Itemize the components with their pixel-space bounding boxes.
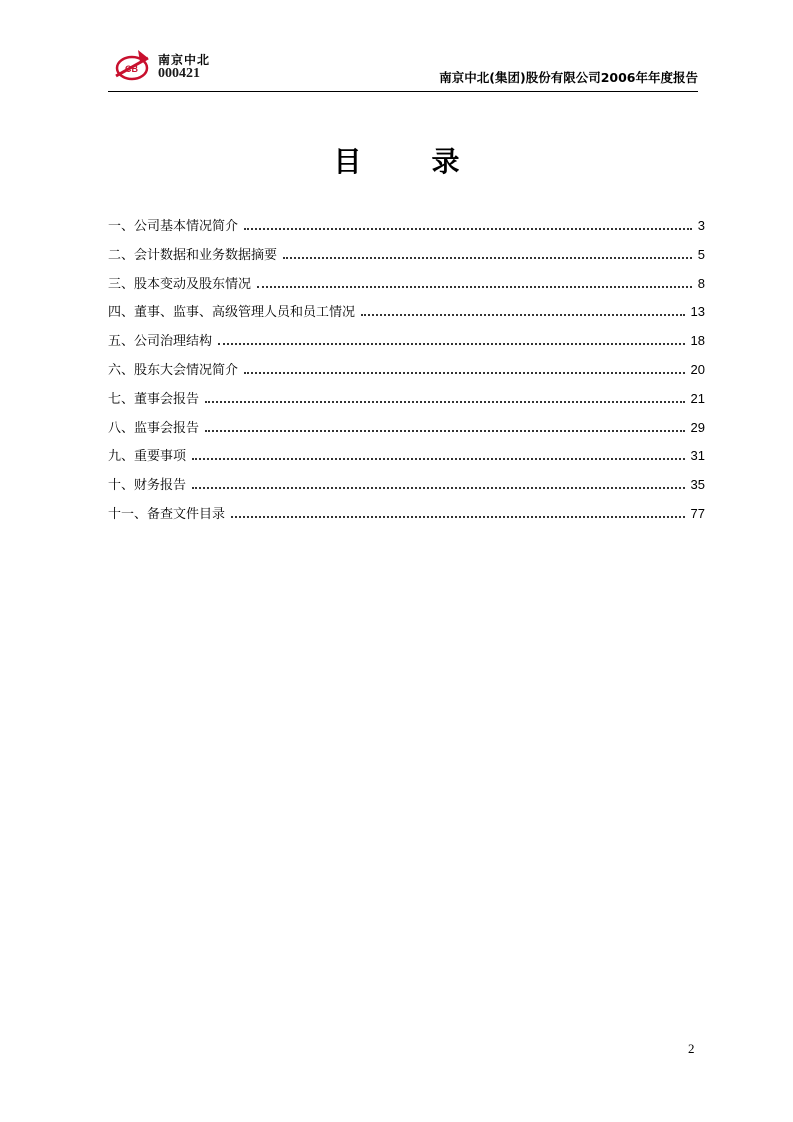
toc-entry-page: 21 bbox=[690, 390, 705, 406]
toc-entry-label: 一、公司基本情况简介 bbox=[108, 219, 239, 234]
toc-entry-label: 八、监事会报告 bbox=[108, 420, 200, 436]
toc-entry-label: 六、股东大会情况简介 bbox=[108, 362, 239, 378]
toc-entry-page: 77 bbox=[690, 505, 705, 521]
toc-leader bbox=[244, 228, 692, 230]
toc-entry-label: 三、股本变动及股东情况 bbox=[108, 276, 252, 292]
toc-leader bbox=[257, 286, 692, 288]
toc-entry-label: 四、董事、监事、高级管理人员和员工情况 bbox=[108, 305, 356, 321]
toc-entry-label: 九、重要事项 bbox=[108, 449, 187, 465]
toc-entry[interactable] bbox=[108, 474, 705, 503]
toc-entry[interactable] bbox=[108, 417, 705, 446]
toc-entry-label: 十、财务报告 bbox=[108, 478, 187, 494]
toc-entry-label: 二、会计数据和业务数据摘要 bbox=[108, 247, 278, 263]
toc-entry-page: 35 bbox=[690, 477, 705, 493]
toc-entry[interactable] bbox=[108, 301, 705, 330]
toc-entry[interactable] bbox=[108, 445, 705, 474]
toc-entry-page: 31 bbox=[690, 448, 705, 464]
toc-leader bbox=[218, 343, 685, 345]
toc-entry[interactable] bbox=[108, 503, 705, 532]
svg-text:CB: CB bbox=[125, 64, 138, 74]
toc-entry-page: 18 bbox=[690, 333, 705, 349]
toc-leader bbox=[244, 372, 685, 374]
toc-entry[interactable] bbox=[108, 330, 705, 359]
toc-entry-page: 13 bbox=[690, 304, 705, 320]
page-number: 2 bbox=[688, 1041, 695, 1056]
toc-leader bbox=[361, 314, 685, 316]
header-divider bbox=[108, 91, 698, 92]
table-of-contents bbox=[108, 215, 705, 532]
toc-entry-label: 五、公司治理结构 bbox=[108, 334, 213, 350]
toc-leader bbox=[283, 257, 692, 259]
toc-entry-page: 3 bbox=[697, 218, 705, 233]
report-title: 南京中北(集团)股份有限公司2006年年度报告 bbox=[439, 70, 698, 85]
toc-leader bbox=[192, 458, 685, 460]
toc-entry-page: 20 bbox=[690, 361, 705, 377]
toc-heading: 目录 bbox=[333, 145, 530, 178]
toc-entry-page: 5 bbox=[697, 246, 705, 262]
toc-entry[interactable] bbox=[108, 388, 705, 417]
toc-leader bbox=[231, 516, 685, 518]
toc-entry-label: 十一、备查文件目录 bbox=[108, 506, 226, 522]
toc-entry[interactable] bbox=[108, 244, 705, 273]
toc-leader bbox=[205, 401, 685, 403]
toc-entry-label: 七、董事会报告 bbox=[108, 391, 200, 407]
toc-leader bbox=[192, 487, 685, 489]
company-logo-icon bbox=[112, 46, 152, 86]
page-header bbox=[108, 44, 698, 92]
toc-leader bbox=[205, 430, 685, 432]
toc-entry[interactable] bbox=[108, 273, 705, 302]
stock-code: 000421 bbox=[158, 66, 200, 81]
company-short-name: 南京中北 bbox=[158, 53, 211, 67]
toc-entry-page: 29 bbox=[690, 419, 705, 435]
toc-entry[interactable] bbox=[108, 359, 705, 388]
toc-entry-page: 8 bbox=[697, 275, 705, 291]
toc-entry[interactable] bbox=[108, 215, 705, 244]
